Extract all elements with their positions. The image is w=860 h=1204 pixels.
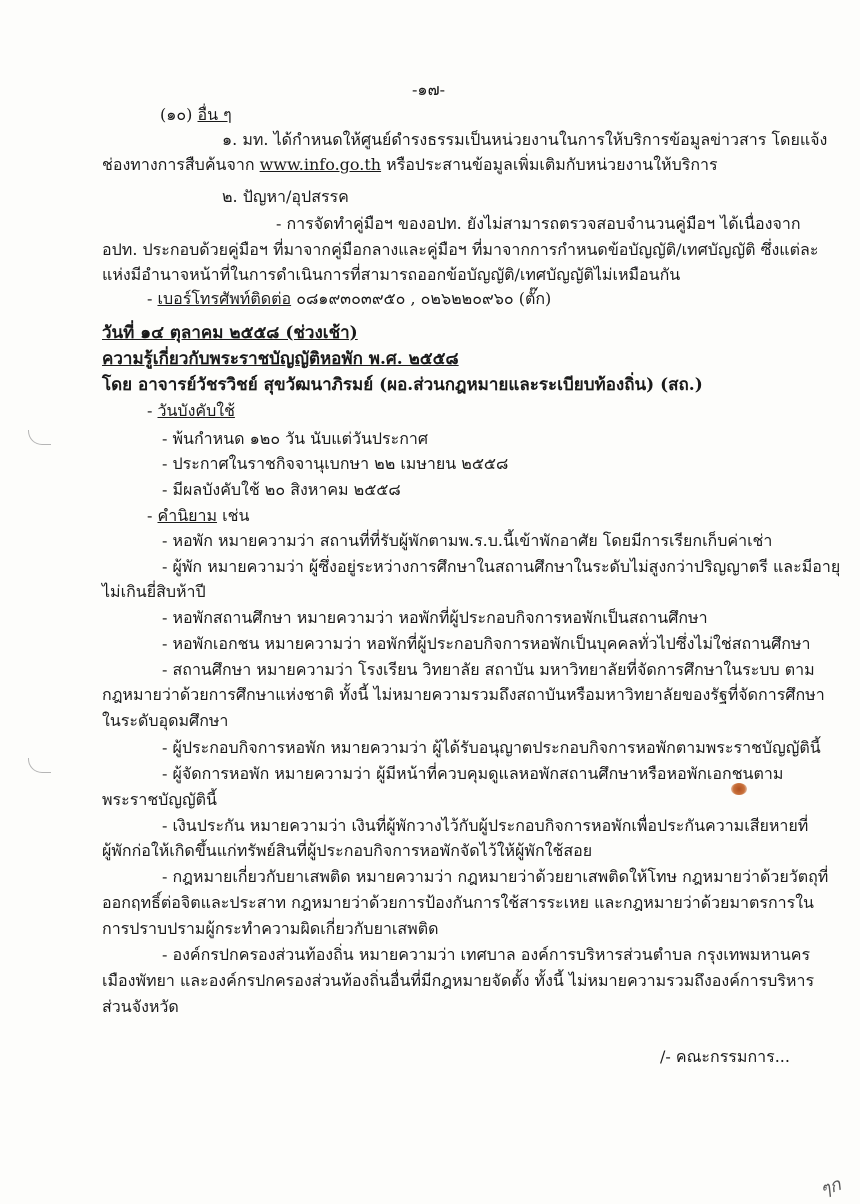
definitions-heading-label: คำนิยาม — [157, 506, 218, 525]
meeting-date: วันที่ ๑๔ ตุลาคม ๒๕๕๘ (ช่วงเช้า) — [102, 323, 358, 343]
definition-line: - หอพัก หมายความว่า สถานที่ที่รับผู้พักตามพ.ร.บ.นี้เข้าพักอาศัย โดยมีการเรียกเก็บค่าเช่า — [162, 531, 773, 550]
effective-heading — [147, 400, 235, 422]
phone-value: ๐๘๑๙๓๐๓๙๕๐ , ๐๒๖๒๒๐๙๖๐ (ตั๊ก) — [296, 289, 552, 308]
definitions-heading-suffix: เช่น — [222, 506, 250, 525]
paragraph-line: ๑. มท. ได้กำหนดให้ศูนย์ดำรงธรรมเป็นหน่วยงานในการให้บริการข้อมูลข่าวสาร โดยแจ้ง — [222, 130, 828, 149]
text-span: ช่องทางการสืบค้นจาก — [102, 155, 255, 174]
paragraph-line — [102, 154, 718, 176]
definition-line: - องค์กรปกครองส่วนท้องถิ่น หมายความว่า เทศบาล องค์การบริหารส่วนตำบล กรุงเทพมหานคร — [162, 945, 811, 964]
section-heading — [160, 104, 232, 126]
definition-line: พระราชบัญญัตินี้ — [102, 790, 217, 809]
bullet-dash: - — [147, 506, 153, 525]
definition-line: เมืองพัทยา และองค์กรปกครองส่วนท้องถิ่นอื่นที่มีกฎหมายจัดตั้ง ทั้งนี้ ไม่หมายความรวมถึงองค์การบริหาร — [102, 971, 815, 990]
stain-mark — [731, 783, 747, 795]
section-title: อื่น ๆ — [197, 105, 232, 124]
effective-item: - มีผลบังคับใช้ ๒๐ สิงหาคม ๒๕๕๘ — [162, 480, 401, 499]
meeting-speaker: โดย อาจารย์วัชรวิชย์ สุขวัฒนาภิรมย์ (ผอ.ส่วนกฎหมายและระเบียบท้องถิ่น) (สถ.) — [102, 375, 703, 395]
definition-line: ไม่เกินยี่สิบห้าปี — [102, 582, 206, 601]
section-number: (๑๐) — [160, 105, 193, 124]
hole-punch-mark — [28, 430, 51, 445]
definitions-heading — [147, 505, 249, 527]
hole-punch-mark — [28, 758, 51, 773]
definition-line: ออกฤทธิ์ต่อจิตและประสาท กฎหมายว่าด้วยการป้องกันการใช้สารระเหย และกฎหมายว่าด้วยมาตรการใน — [102, 893, 814, 912]
definition-line: - ผู้พัก หมายความว่า ผู้ซึ่งอยู่ระหว่างการศึกษาในสถานศึกษาในระดับไม่สูงกว่าปริญญาตรี และมีอายุ — [162, 557, 841, 576]
definition-line: - ผู้จัดการหอพัก หมายความว่า ผู้มีหน้าที่ควบคุมดูแลหอพักสถานศึกษาหรือหอพักเอกชนตาม — [162, 764, 784, 783]
paragraph-line: อปท. ประกอบด้วยคู่มือฯ ที่มาจากคู่มือกลางและคู่มือฯ ที่มาจากการกำหนดข้อบัญญัติ/เทศบัญญัติ ซึ่งแต่ละ — [102, 240, 819, 259]
info-link[interactable]: www.info.go.th — [259, 155, 382, 174]
definition-line: - หอพักเอกชน หมายความว่า หอพักที่ผู้ประกอบกิจการหอพักเป็นบุคคลทั่วไปซึ่งไม่ใช่สถานศึกษา — [162, 634, 811, 653]
page-number: -๑๗- — [412, 80, 445, 99]
definition-line: ในระดับอุดมศึกษา — [102, 711, 229, 730]
definition-line: - เงินประกัน หมายความว่า เงินที่ผู้พักวางไว้กับผู้ประกอบกิจการหอพักเพื่อประกันความเสียหายที่ — [162, 816, 809, 835]
text-span: หรือประสานข้อมูลเพิ่มเติมกับหน่วยงานให้บริการ — [386, 155, 718, 174]
effective-item: - ประกาศในราชกิจจานุเบกษา ๒๒ เมษายน ๒๕๕๘ — [162, 454, 509, 473]
definition-line: - หอพักสถานศึกษา หมายความว่า หอพักที่ผู้ประกอบกิจการหอพักเป็นสถานศึกษา — [162, 608, 708, 627]
phone-line — [147, 288, 551, 310]
definition-line: - กฎหมายเกี่ยวกับยาเสพติด หมายความว่า กฎหมายว่าด้วยยาเสพติดให้โทษ กฎหมายว่าด้วยวัตถุที่ — [162, 867, 829, 886]
definition-line: - สถานศึกษา หมายความว่า โรงเรียน วิทยาลัย สถาบัน มหาวิทยาลัยที่จัดการศึกษาในระบบ ตาม — [162, 660, 815, 679]
meeting-topic: ความรู้เกี่ยวกับพระราชบัญญัติหอพัก พ.ศ. ๒๕๕๘ — [102, 349, 459, 369]
bullet-dash: - — [147, 401, 153, 420]
definition-line: ผู้พักก่อให้เกิดขึ้นแก่ทรัพย์สินที่ผู้ประกอบกิจการหอพักจัดไว้ให้ผู้พักใช้สอย — [102, 841, 593, 860]
paragraph-line: แห่งมีอำนาจหน้าที่ในการดำเนินการที่สามารถออกข้อบัญญัติ/เทศบัญญัติไม่เหมือนกัน — [102, 265, 681, 284]
initials-signature: ๆก — [817, 1174, 844, 1201]
definition-line: - ผู้ประกอบกิจการหอพัก หมายความว่า ผู้ได้รับอนุญาตประกอบกิจการหอพักตามพระราชบัญญัตินี้ — [162, 738, 821, 757]
continuation-text: /- คณะกรรมการ... — [660, 1047, 790, 1066]
phone-label: เบอร์โทรศัพท์ติดต่อ — [157, 289, 292, 308]
bullet-dash: - — [147, 289, 153, 308]
effective-item: - พ้นกำหนด ๑๒๐ วัน นับแต่วันประกาศ — [162, 429, 429, 448]
subheading-problems: ๒. ปัญหา/อุปสรรค — [222, 187, 349, 206]
definition-line: ส่วนจังหวัด — [102, 997, 179, 1016]
definition-line: การปราบปรามผู้กระทำความผิดเกี่ยวกับยาเสพติด — [102, 919, 439, 938]
effective-heading-label: วันบังคับใช้ — [157, 401, 235, 420]
definition-line: กฎหมายว่าด้วยการศึกษาแห่งชาติ ทั้งนี้ ไม่หมายความรวมถึงสถาบันหรือมหาวิทยาลัยของรัฐที่จัดการศึกษา — [102, 685, 825, 704]
paragraph-line: - การจัดทำคู่มือฯ ของอปท. ยังไม่สามารถตรวจสอบจำนวนคู่มือฯ ได้เนื่องจาก — [276, 214, 801, 233]
